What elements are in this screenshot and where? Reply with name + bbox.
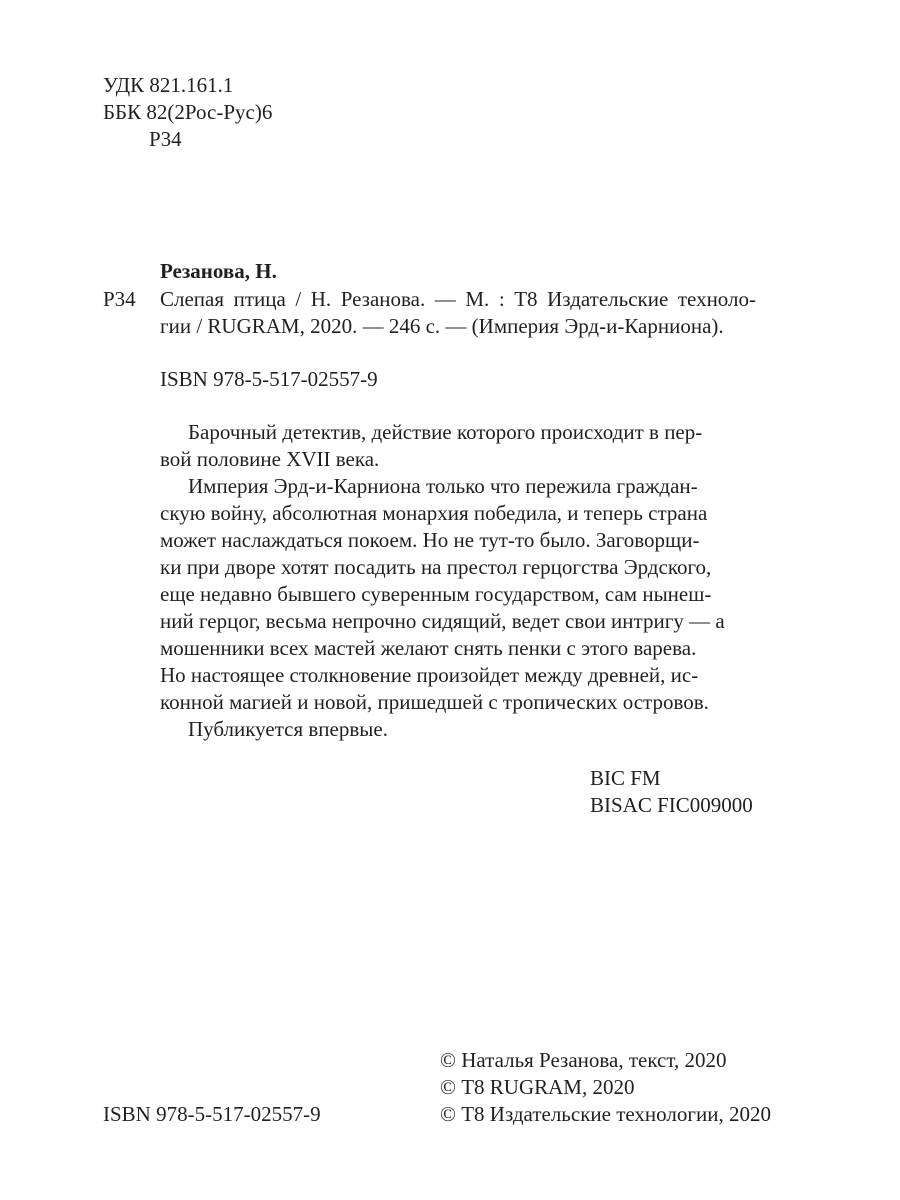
classification-codes bbox=[103, 72, 272, 153]
annotation-line: Барочный детектив, действие которого происходит в пер- bbox=[188, 420, 703, 444]
description-line: Слепая птица / Н. Резанова. — М. : Т8 Издательские техноло- bbox=[160, 287, 756, 311]
bbk-code: ББК 82(2Рос-Рус)6 bbox=[103, 100, 273, 124]
catalog-author-sign: Р34 bbox=[103, 287, 136, 311]
isbn-main: ISBN 978-5-517-02557-9 bbox=[160, 367, 378, 391]
annotation-line: скую войну, абсолютная монархия победила, и теперь страна bbox=[160, 501, 708, 525]
annotation bbox=[160, 419, 756, 743]
subject-codes bbox=[590, 765, 753, 819]
annotation-line: еще недавно бывшего суверенным государством, сам нынеш- bbox=[160, 582, 712, 606]
copyright-line: © Т8 RUGRAM, 2020 bbox=[440, 1075, 635, 1099]
copyright-line: © Т8 Издательские технологии, 2020 bbox=[440, 1102, 771, 1126]
copyright-line: © Наталья Резанова, текст, 2020 bbox=[440, 1048, 727, 1072]
bibliographic-description bbox=[160, 286, 756, 340]
copyright-notices bbox=[440, 1047, 771, 1128]
isbn-footer: ISBN 978-5-517-02557-9 bbox=[103, 1102, 321, 1126]
annotation-line: Империя Эрд-и-Карниона только что пережила граждан- bbox=[188, 474, 698, 498]
annotation-line: конной магией и новой, пришедшей с тропических островов. bbox=[160, 690, 709, 714]
udk-code: УДК 821.161.1 bbox=[103, 73, 234, 97]
annotation-line: ний герцог, весьма непрочно сидящий, ведет свои интригу — а bbox=[160, 609, 725, 633]
annotation-line: мошенники всех мастей желают снять пенки с этого варева. bbox=[160, 636, 697, 660]
annotation-line: Публикуется впервые. bbox=[188, 717, 388, 741]
annotation-line: может наслаждаться покоем. Но не тут-то было. Заговорщи- bbox=[160, 528, 700, 552]
bic-code: BIC FM bbox=[590, 766, 661, 790]
annotation-line: ки при дворе хотят посадить на престол герцогства Эрдского, bbox=[160, 555, 712, 579]
annotation-line: вой половине XVII века. bbox=[160, 447, 380, 471]
description-line: гии / RUGRAM, 2020. — 246 с. — (Империя Эрд-и-Карниона). bbox=[160, 314, 724, 338]
author-heading: Резанова, Н. bbox=[160, 259, 277, 283]
author-sign-code: Р34 bbox=[149, 127, 182, 151]
bisac-code: BISAC FIC009000 bbox=[590, 793, 753, 817]
annotation-line: Но настоящее столкновение произойдет между древней, ис- bbox=[160, 663, 699, 687]
